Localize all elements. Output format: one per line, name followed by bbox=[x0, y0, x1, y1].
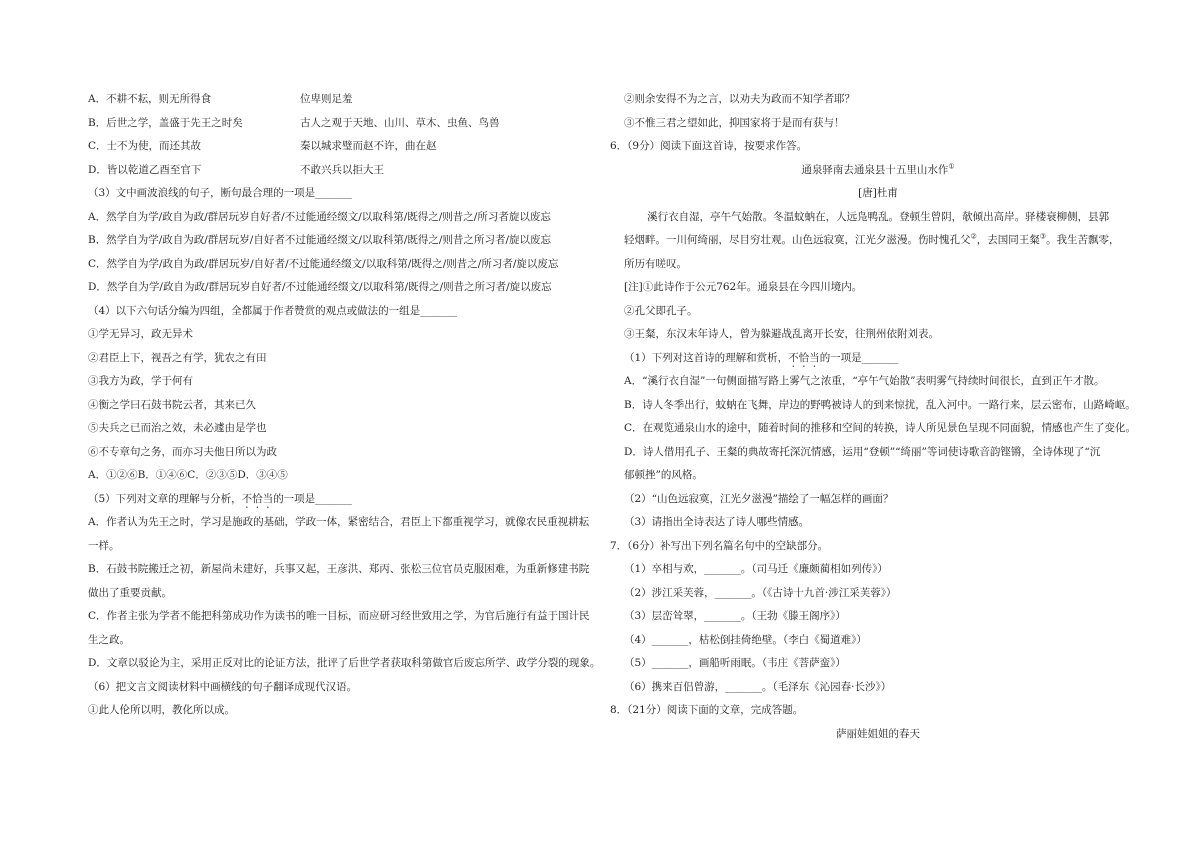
poem-q1-option-d-line2: 郁顿挫”的风格。 bbox=[624, 469, 703, 481]
q7-item-2: （2）涉江采芙蓉，_______。（《古诗十九首·涉江采芙蓉》） bbox=[624, 586, 897, 599]
q4-item-2: ②君臣上下，视吾之有学，犹农之有田 bbox=[88, 351, 267, 364]
q4-options: A．①②⑥B．①④⑥C．②③⑤D．③④⑤ bbox=[88, 469, 288, 481]
q6-sentence-2: ②则余安得不为之言，以劝夫为政而不知学者耶？ bbox=[624, 93, 855, 105]
poem-q1-option-a: A．“溪行衣自湿”一句侧面描写路上雾气之浓重，“亭午气始散”表明雾气持续时间很长，直到正午才散。 bbox=[624, 375, 1105, 387]
q6-sentence-3: ③不惟三君之望如此，抑国家将于是而有获与！ bbox=[624, 116, 845, 129]
poem-line-2a: 轻烟畔。一川何绮丽，尽目穷壮观。山色远寂寞，江光夕滋漫。伤时愧孔父 bbox=[624, 234, 971, 246]
poem-question-title: 6．（9分）阅读下面这首诗，按要求作答。 bbox=[610, 140, 808, 152]
option-pair-b bbox=[88, 112, 593, 136]
poem-title-note: ① bbox=[948, 162, 955, 170]
q5-suffix: 的一项是_______ bbox=[273, 492, 352, 505]
option-d-left: D．皆以乾道乙酉至官下 bbox=[88, 163, 202, 176]
note-1: [注]①此诗作于公元762年。通泉县在今四川境内。 bbox=[624, 281, 863, 293]
q5-option-a-line2: 一样。 bbox=[88, 539, 120, 552]
q5-prefix: （5）下列对文章的理解与分析， bbox=[88, 492, 242, 505]
q5-option-b-line2: 做出了重要贡献。 bbox=[88, 586, 172, 599]
poem-title bbox=[624, 159, 1132, 183]
right-column bbox=[610, 88, 1137, 746]
q3-option-a: A．然学自为学/政自为政/群居玩岁自好者/不过能通经缀文/以取科第/既得之/则昔之/所习者旋以废忘 bbox=[88, 210, 551, 223]
option-b-right: 古人之观于天地、山川、草木、虫鱼、鸟兽 bbox=[300, 116, 500, 129]
poem-q1-prefix: （1）下列对这首诗的理解和赏析， bbox=[624, 351, 789, 364]
poem-note-3: ③ bbox=[1039, 232, 1047, 241]
q4-item-4: ④衡之学曰石鼓书院云者，其来已久 bbox=[88, 398, 256, 411]
q7-item-5: （5）_______，画船听雨眠。（韦庄《菩萨蛮》） bbox=[624, 657, 846, 669]
question-4: （4）以下六句话分编为四组，全都属于作者赞赏的观点或做法的一组是_______ bbox=[88, 304, 457, 317]
question-3: （3）文中画波浪线的句子，断句最合理的一项是_______ bbox=[88, 187, 352, 199]
q3-option-c: C．然学自为学/政自为政/群居玩岁/自好者/不过能通经缀文/以取科第/既得之/则昔之/所习者/旋以废忘 bbox=[88, 257, 559, 270]
poem-q1 bbox=[624, 347, 1132, 371]
q5-option-d: D．文章以驳论为主，采用正反对比的论证方法，批评了后世学者获取科第做官后废忘所学、政学分裂的现象。 bbox=[88, 657, 601, 669]
option-a-right: 位卑则足羞 bbox=[300, 93, 353, 105]
poem-q1-option-b: B．诗人冬季出行，蚊蚋在飞舞，岸边的野鸭被诗人的到来惊扰，乱入河中。一路行来，层云密布，山路崎岖。 bbox=[624, 398, 1136, 411]
poem-line-2b: ，去国同王粲 bbox=[976, 234, 1040, 246]
poem-q3: （3）请指出全诗表达了诗人哪些情感。 bbox=[624, 516, 810, 528]
q5-option-c-line2: 生之政。 bbox=[88, 633, 130, 646]
q4-item-1: ①学无异习，政无异术 bbox=[88, 328, 193, 340]
q5-option-b-line1: B．石鼓书院搬迁之初，新屋尚未建好，兵事又起，王彦洪、郑丙、张松三位官员克服困难，为重新修建书院 bbox=[88, 563, 590, 575]
note-3: ③王粲，东汉末年诗人，曾为躲避战乱离开长安，往荆州依附刘表。 bbox=[624, 328, 939, 340]
q4-item-3: ③我方为政，学于何有 bbox=[88, 375, 193, 387]
q5-option-c-line1: C．作者主张为学者不能把科第成功作为读书的唯一目标，而应研习经世致用之学，为官后施行有益于国计民 bbox=[88, 610, 590, 622]
poem-line-1: 溪行衣自湿，亭午气始散。冬温蚊蚋在，人远凫鸭乱。登顿生曾阴，欹倾出高岸。驿楼衰柳侧，县郭 bbox=[647, 210, 1110, 223]
q3-option-b: B．然学自为学/政自为政/群居玩岁/自好者不过能通经缀文/以取科第/既得之/则昔之所习者/旋以废忘 bbox=[88, 234, 551, 246]
question-7-title: 7．（6分）补写出下列名篇名句中的空缺部分。 bbox=[610, 539, 829, 552]
option-d-right: 不敢兴兵以拒大王 bbox=[300, 163, 384, 176]
q7-item-3: （3）层峦耸翠，_______。（王勃《滕王阁序》） bbox=[624, 610, 846, 622]
q4-item-5: ⑤夫兵之已而治之效，未必遽由是学也 bbox=[88, 422, 267, 434]
poem-q2: （2）“山色远寂寞，江光夕滋漫”描绘了一幅怎样的画面？ bbox=[624, 492, 894, 505]
option-pair-a bbox=[88, 88, 593, 112]
q7-item-6: （6）携来百侣曾游，_______。（毛泽东《沁园春·长沙》） bbox=[624, 680, 892, 693]
left-column bbox=[88, 88, 601, 723]
q6-sentence-1: ①此人伦所以明，教化所以成。 bbox=[88, 704, 235, 716]
question-6: （6）把文言文阅读材料中画横线的句子翻译成现代汉语。 bbox=[88, 680, 358, 693]
q5-emphasis: 不恰当 bbox=[241, 492, 274, 505]
option-pair-d bbox=[88, 159, 593, 183]
option-b-left: B．后世之学，盖盛于先王之时矣 bbox=[88, 116, 243, 129]
poem-q1-option-d-line1: D．诗人借用孔子、王粲的典故寄托深沉情感，运用“登顿”“绮丽”等词使诗歌音韵铿锵，全诗体现了“沉 bbox=[624, 445, 1101, 458]
poem-q1-suffix: 的一项是_______ bbox=[819, 351, 899, 364]
poem-title-text: 通泉驿南去通泉县十五里山水作 bbox=[801, 163, 949, 176]
option-pair-c bbox=[88, 135, 593, 159]
q7-item-1: （1）卒相与欢，_______。（司马迁《廉颇蔺相如列传》） bbox=[624, 563, 888, 575]
q3-option-d: D．然学自为学/政自为政/群居玩岁自好者/不过能通经缀文/以取科第/既得之/则昔之所习者/旋以废忘 bbox=[88, 281, 552, 293]
option-c-right: 秦以城求璧而赵不许，曲在赵 bbox=[300, 140, 437, 152]
poem-q1-emphasis: 不恰当 bbox=[788, 351, 820, 364]
poem-author: [唐]杜甫 bbox=[858, 187, 898, 199]
poem-line-2c: 。我生苦飘零， bbox=[1046, 234, 1120, 246]
question-5 bbox=[88, 488, 593, 512]
q5-option-a-line1: A．作者认为先王之时，学习是施政的基础，学政一体，紧密结合，君臣上下都重视学习，就像农民重视耕耘 bbox=[88, 516, 590, 528]
poem-line-2 bbox=[624, 229, 1132, 253]
poem-q1-option-c: C．在观览通泉山水的途中，随着时间的推移和空间的转换，诗人所见景色呈现不同面貌，情感也产生了变化。 bbox=[624, 422, 1137, 434]
poem-line-3: 所历有嗟叹。 bbox=[624, 257, 687, 270]
note-2: ②孔父即孔子。 bbox=[624, 304, 698, 317]
essay-title: 萨丽娃姐姐的春天 bbox=[836, 727, 920, 740]
question-8-title: 8．（21分）阅读下面的文章，完成答题。 bbox=[610, 704, 804, 716]
q4-item-6: ⑥不专章句之务，而亦习夫他日所以为政 bbox=[88, 445, 277, 458]
q7-item-4: （4）_______，枯松倒挂倚绝壁。（李白《蜀道难》） bbox=[624, 633, 867, 646]
option-a-left: A．不耕不耘，则无所得食 bbox=[88, 93, 212, 105]
poem-note-2: ② bbox=[970, 232, 977, 241]
option-c-left: C．士不为使，而还其故 bbox=[88, 140, 202, 152]
